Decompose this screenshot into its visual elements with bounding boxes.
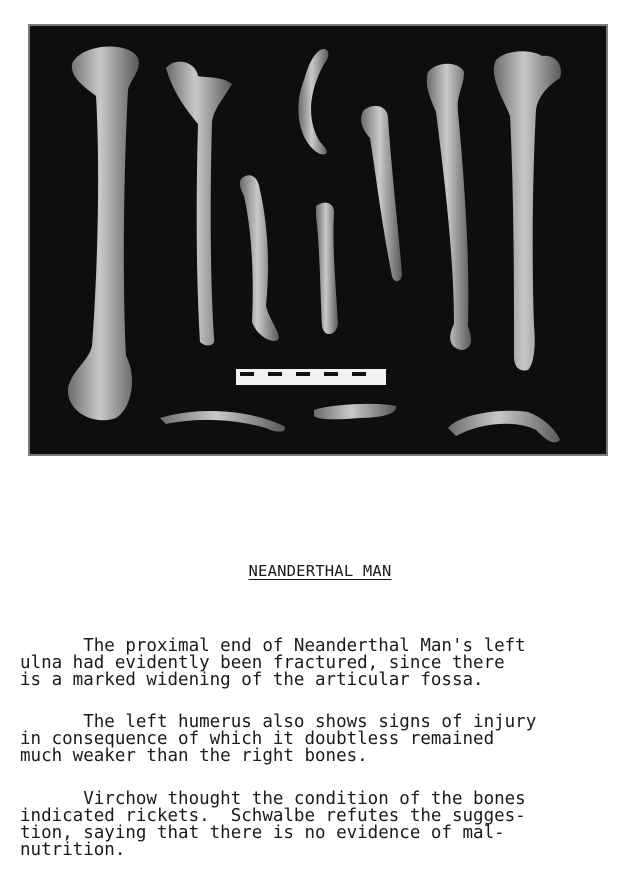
scale-ruler	[236, 369, 386, 385]
bones-illustration	[30, 26, 606, 454]
paragraph-1	[20, 638, 640, 689]
page-title: NEANDERTHAL MAN	[248, 562, 392, 580]
paragraph-2	[20, 714, 640, 765]
text-line: in consequence of which it doubtless remained	[20, 729, 495, 749]
text-line: is a marked widening of the articular fossa.	[20, 670, 484, 690]
text-line: Virchow thought the condition of the bones	[20, 789, 526, 809]
text-line: tion, saying that there is no evidence of mal-	[20, 823, 505, 843]
text-line: much weaker than the right bones.	[20, 746, 368, 766]
bones-photograph	[28, 24, 608, 456]
text-line: The proximal end of Neanderthal Man's left	[20, 636, 526, 656]
text-line: nutrition.	[20, 840, 126, 860]
text-line: The left humerus also shows signs of injury	[20, 712, 537, 732]
paragraph-3	[20, 791, 640, 859]
text-line: indicated rickets. Schwalbe refutes the sugges-	[20, 806, 526, 826]
text-line: ulna had evidently been fractured, since there	[20, 653, 505, 673]
